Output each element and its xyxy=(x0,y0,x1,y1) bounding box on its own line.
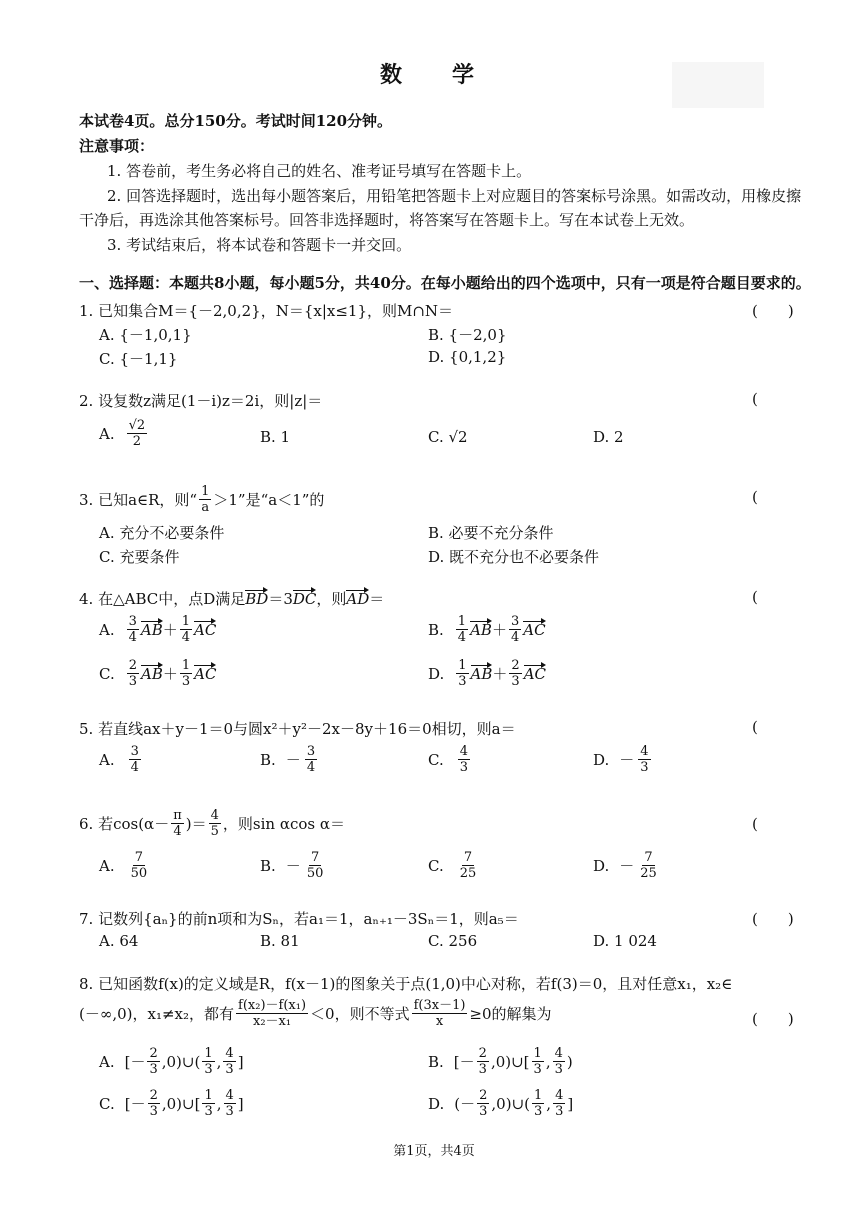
numerator: 1 xyxy=(457,614,467,629)
denominator: 3 xyxy=(225,1104,234,1119)
numerator: 1 xyxy=(533,1046,542,1061)
numerator: 4 xyxy=(640,744,649,759)
q5-option-a xyxy=(99,744,143,775)
q8-option-a: A. [－ $\frac{2}{3}$ ,0)∪( $\frac{1}{3}$ , $\frac{4}{3}$ ] xyxy=(99,1046,244,1077)
exam-info: 本试卷4页。总分150分。考试时间120分钟。 xyxy=(79,112,393,130)
option-label: D. xyxy=(428,664,445,683)
interval-open: [－ xyxy=(124,1053,146,1071)
sign: － xyxy=(619,857,635,875)
stem-text: 6. 若cos(α－ xyxy=(79,815,170,833)
fraction xyxy=(458,850,479,881)
vector: AB xyxy=(141,664,163,683)
denominator: 3 xyxy=(181,674,191,689)
fraction xyxy=(553,1046,565,1077)
q6-option-c xyxy=(428,850,480,881)
fraction xyxy=(127,658,139,689)
interval-open: (－ xyxy=(454,1095,476,1113)
interval-mid: ,0)∪( xyxy=(161,1052,201,1071)
vector: AD xyxy=(346,590,370,608)
fraction xyxy=(199,484,211,515)
q2-answer-paren: ( xyxy=(752,390,758,408)
fraction xyxy=(129,744,141,775)
numerator: 1 xyxy=(534,1088,543,1103)
vector: AC xyxy=(523,620,546,639)
q8-option-b: B. [－ $\frac{2}{3}$ ,0)∪[ $\frac{1}{3}$ , $\frac{4}{3}$ ) xyxy=(428,1046,573,1077)
q2-option-b: B. 1 xyxy=(260,428,291,446)
denominator: x xyxy=(435,1014,444,1029)
stem-text: )＝ xyxy=(185,815,207,833)
fraction xyxy=(148,1088,160,1119)
interval-open: [－ xyxy=(453,1053,475,1071)
stem-text: (－∞,0)，x₁≠x₂，都有 xyxy=(79,1005,235,1023)
fraction xyxy=(553,1088,565,1119)
denominator: 3 xyxy=(640,760,649,775)
fraction xyxy=(127,614,139,645)
q6-answer-paren: ( xyxy=(752,815,758,833)
numerator: 1 xyxy=(204,1046,213,1061)
option-label: C. xyxy=(99,664,115,683)
numerator: 7 xyxy=(134,850,144,865)
stem-text: ＝3 xyxy=(268,590,293,608)
fraction xyxy=(180,658,192,689)
plus-sign: ＋ xyxy=(492,665,508,683)
sign: － xyxy=(619,751,635,769)
q5-option-b xyxy=(260,744,319,775)
option-label: B. xyxy=(260,750,276,769)
denominator: 50 xyxy=(130,866,148,881)
stem-text: 4. 在△ABC中，点D满足 xyxy=(79,590,246,608)
q2-stem: 2. 设复数z满足(1－i)z＝2i，则|z|＝ xyxy=(79,392,323,410)
numerator: 4 xyxy=(554,1046,563,1061)
sign: － xyxy=(285,751,301,769)
numerator: 1 xyxy=(181,658,191,673)
q4-answer-paren: ( xyxy=(752,588,758,606)
option-label: C. xyxy=(99,1094,115,1113)
q8-stem-line2 xyxy=(79,998,552,1029)
q4-stem xyxy=(79,588,384,609)
denominator: 2 xyxy=(132,434,142,449)
option-label: A. xyxy=(99,424,115,443)
denominator: 3 xyxy=(478,1062,487,1077)
q8-stem-line1: 8. 已知函数f(x)的定义域是R，f(x－1)的图象关于点(1,0)中心对称，若f(3)＝0，且对任意x₁，x₂∈ xyxy=(79,975,733,993)
stem-text: ≥0的解集为 xyxy=(469,1005,552,1023)
q6-option-d xyxy=(593,850,661,881)
q5-answer-paren: ( xyxy=(752,718,758,736)
numerator: 1 xyxy=(458,658,467,673)
denominator: 3 xyxy=(204,1062,213,1077)
numerator: 4 xyxy=(225,1046,234,1061)
stem-text: ＜0，则不等式 xyxy=(310,1005,410,1023)
fraction xyxy=(477,1046,489,1077)
plus-sign: ＋ xyxy=(162,665,178,683)
fraction xyxy=(129,850,150,881)
q5-option-d xyxy=(593,744,653,775)
fraction xyxy=(171,808,184,839)
q3-option-c: C. 充要条件 xyxy=(99,548,180,566)
numerator: 2 xyxy=(128,658,137,673)
numerator: 2 xyxy=(511,658,520,673)
numerator: 1 xyxy=(204,1088,213,1103)
interval-mid: ,0)∪[ xyxy=(490,1052,530,1071)
numerator: 2 xyxy=(479,1088,488,1103)
notice-1: 1. 答卷前，考生务必将自己的姓名、准考证号填写在答题卡上。 xyxy=(107,162,532,180)
fraction xyxy=(127,418,148,449)
fraction xyxy=(224,1088,236,1119)
q4-option-c xyxy=(99,658,216,689)
denominator: 3 xyxy=(533,1062,542,1077)
denominator: 4 xyxy=(128,630,137,645)
numerator: 7 xyxy=(644,850,653,865)
denominator: 3 xyxy=(204,1104,213,1119)
q1-option-d: D. {0,1,2} xyxy=(428,348,507,366)
fraction xyxy=(305,744,317,775)
q6-option-a xyxy=(99,850,151,881)
q3-option-b: B. 必要不充分条件 xyxy=(428,524,554,542)
notice-2: 2. 回答选择题时，选出每小题答案后，用铅笔把答题卡上对应题目的答案标号涂黑。如需改动，用橡皮擦 xyxy=(107,187,802,205)
numerator: 4 xyxy=(459,744,468,759)
option-label: A. xyxy=(99,620,115,639)
stem-text: 3. 已知a∈R，则“ xyxy=(79,491,198,509)
q4-option-b xyxy=(428,614,546,645)
option-label: A. xyxy=(99,750,115,769)
q1-option-a: A. {－1,0,1} xyxy=(99,326,192,344)
q7-option-b: B. 81 xyxy=(260,932,300,950)
denominator: 25 xyxy=(459,866,477,881)
vector: AB xyxy=(140,620,163,639)
fraction xyxy=(180,614,192,645)
notice-heading: 注意事项： xyxy=(79,137,155,155)
numerator: f(3x－1) xyxy=(413,998,466,1013)
fraction xyxy=(638,850,659,881)
denominator: 50 xyxy=(306,866,324,881)
numerator: 3 xyxy=(306,744,316,759)
q1-option-c: C. {－1,1} xyxy=(99,350,178,368)
numerator: 4 xyxy=(210,808,219,823)
fraction xyxy=(532,1088,544,1119)
q7-option-d: D. 1 024 xyxy=(593,932,657,950)
numerator: 2 xyxy=(149,1046,158,1061)
q4-option-a xyxy=(99,614,216,645)
option-label: C. xyxy=(428,750,444,769)
numerator: 3 xyxy=(510,614,520,629)
interval-open: [－ xyxy=(124,1095,146,1113)
denominator: 4 xyxy=(130,760,139,775)
q1-answer-paren: ( ) xyxy=(752,302,794,320)
q2-option-d: D. 2 xyxy=(593,428,624,446)
interval-mid: ,0)∪[ xyxy=(161,1094,201,1113)
vector: AC xyxy=(523,664,547,683)
option-label: B. xyxy=(428,1052,444,1071)
fraction xyxy=(223,1046,235,1077)
denominator: 3 xyxy=(458,674,467,689)
numerator: 7 xyxy=(463,850,473,865)
option-label: D. xyxy=(593,750,610,769)
interval-close: ] xyxy=(237,1094,244,1113)
denominator: 3 xyxy=(534,1104,543,1119)
vector: AC xyxy=(194,664,217,683)
numerator: 2 xyxy=(149,1088,158,1103)
fraction xyxy=(147,1046,159,1077)
q5-option-c xyxy=(428,744,472,775)
numerator: √2 xyxy=(128,418,146,433)
fraction xyxy=(532,1046,544,1077)
numerator: 4 xyxy=(555,1088,564,1103)
q7-option-c: C. 256 xyxy=(428,932,478,950)
denominator: 25 xyxy=(640,866,657,881)
q8-answer-paren: ( ) xyxy=(752,1010,794,1028)
stem-text: ，则 xyxy=(316,590,347,608)
fraction xyxy=(456,614,468,645)
q8-option-d: D. (－ $\frac{2}{3}$ ,0)∪( $\frac{1}{3}$ , $\frac{4}{3}$ ] xyxy=(428,1088,574,1119)
q8-option-c: C. [－ $\frac{2}{3}$ ,0)∪[ $\frac{1}{3}$ , $\frac{4}{3}$ ] xyxy=(99,1088,244,1119)
vector: DC xyxy=(292,590,317,608)
interval-mid: ,0)∪( xyxy=(491,1094,530,1113)
denominator: 5 xyxy=(210,824,219,839)
denominator: x₂－x₁ xyxy=(252,1014,292,1029)
denominator: 3 xyxy=(128,674,137,689)
denominator: 4 xyxy=(510,630,520,645)
fraction xyxy=(509,658,521,689)
vector: AB xyxy=(470,620,492,639)
stem-text: ＞1”是“a＜1”的 xyxy=(213,491,325,509)
q6-option-b xyxy=(260,850,327,881)
fraction xyxy=(209,808,221,839)
fraction xyxy=(202,1046,214,1077)
numerator: 3 xyxy=(128,614,137,629)
q7-option-a: A. 64 xyxy=(99,932,139,950)
fraction xyxy=(202,1088,214,1119)
q1-stem: 1. 已知集合M＝{－2,0,2}，N＝{x|x≤1}，则M∩N＝ xyxy=(79,302,454,320)
option-label: B. xyxy=(260,856,276,875)
fraction xyxy=(509,614,521,645)
numerator: 4 xyxy=(225,1088,234,1103)
fraction xyxy=(236,998,308,1029)
option-label: A. xyxy=(99,856,115,875)
q3-option-d: D. 既不充分也不必要条件 xyxy=(428,548,600,566)
interval-close: ] xyxy=(237,1052,244,1071)
denominator: 3 xyxy=(555,1104,564,1119)
q2-option-c: C. √2 xyxy=(428,428,468,446)
denominator: a xyxy=(201,500,210,515)
denominator: 3 xyxy=(149,1062,158,1077)
option-label: C. xyxy=(428,856,444,875)
interval-close: ) xyxy=(566,1052,573,1071)
option-label: D. xyxy=(428,1094,445,1113)
vector: AB xyxy=(470,664,493,683)
fraction xyxy=(458,744,470,775)
q7-stem: 7. 记数列{aₙ}的前n项和为Sₙ，若a₁＝1，aₙ₊₁－3Sₙ＝1，则a₅＝ xyxy=(79,910,519,928)
vector: AC xyxy=(194,620,217,639)
q7-answer-paren: ( ) xyxy=(752,910,794,928)
q3-stem xyxy=(79,484,324,515)
page-title: 数 学 xyxy=(379,62,488,88)
q1-option-b: B. {－2,0} xyxy=(428,326,507,344)
denominator: 3 xyxy=(479,1104,488,1119)
denominator: 3 xyxy=(149,1104,158,1119)
plus-sign: ＋ xyxy=(491,621,507,639)
denominator: 4 xyxy=(457,630,467,645)
denominator: 3 xyxy=(554,1062,563,1077)
option-label: A. xyxy=(99,1052,115,1071)
option-label: B. xyxy=(428,620,444,639)
numerator: f(x₂)－f(x₁) xyxy=(238,998,307,1013)
numerator: 2 xyxy=(478,1046,487,1061)
option-label: D. xyxy=(593,856,610,875)
numerator: 1 xyxy=(201,484,210,499)
q3-answer-paren: ( xyxy=(752,488,758,506)
plus-sign: ＋ xyxy=(162,621,178,639)
numerator: π xyxy=(173,808,182,823)
q2-option-a xyxy=(99,418,149,449)
fraction xyxy=(477,1088,489,1119)
denominator: 4 xyxy=(173,824,182,839)
fraction xyxy=(305,850,326,881)
sign: － xyxy=(285,857,301,875)
denominator: 4 xyxy=(306,760,316,775)
interval-close: ] xyxy=(567,1094,574,1113)
stem-text: ，则sin αcos α＝ xyxy=(222,815,345,833)
denominator: 3 xyxy=(225,1062,234,1077)
q3-option-a: A. 充分不必要条件 xyxy=(99,524,225,542)
notice-3: 3. 考试结束后，将本试卷和答题卡一并交回。 xyxy=(107,236,412,254)
q6-stem xyxy=(79,808,345,839)
section-heading: 一、选择题：本题共8小题，每小题5分，共40分。在每小题给出的四个选项中，只有一项是符合题目要求的。 xyxy=(79,274,811,292)
denominator: 4 xyxy=(181,630,191,645)
denominator: 3 xyxy=(511,674,520,689)
notice-2-cont: 干净后，再选涂其他答案标号。回答非选择题时，将答案写在答题卡上。写在本试卷上无效。 xyxy=(79,211,695,229)
fraction xyxy=(638,744,650,775)
numerator: 1 xyxy=(181,614,191,629)
denominator: 3 xyxy=(459,760,468,775)
q5-stem: 5. 若直线ax＋y－1＝0与圆x²＋y²－2x－8y＋16＝0相切，则a＝ xyxy=(79,720,516,738)
numerator: 3 xyxy=(130,744,139,759)
page-footer: 第1页，共4页 xyxy=(393,1144,475,1159)
stem-text: ＝ xyxy=(369,590,385,608)
vector: BD xyxy=(245,590,269,608)
fraction xyxy=(412,998,468,1029)
q4-option-d xyxy=(428,658,546,689)
fraction xyxy=(456,658,468,689)
numerator: 7 xyxy=(310,850,320,865)
